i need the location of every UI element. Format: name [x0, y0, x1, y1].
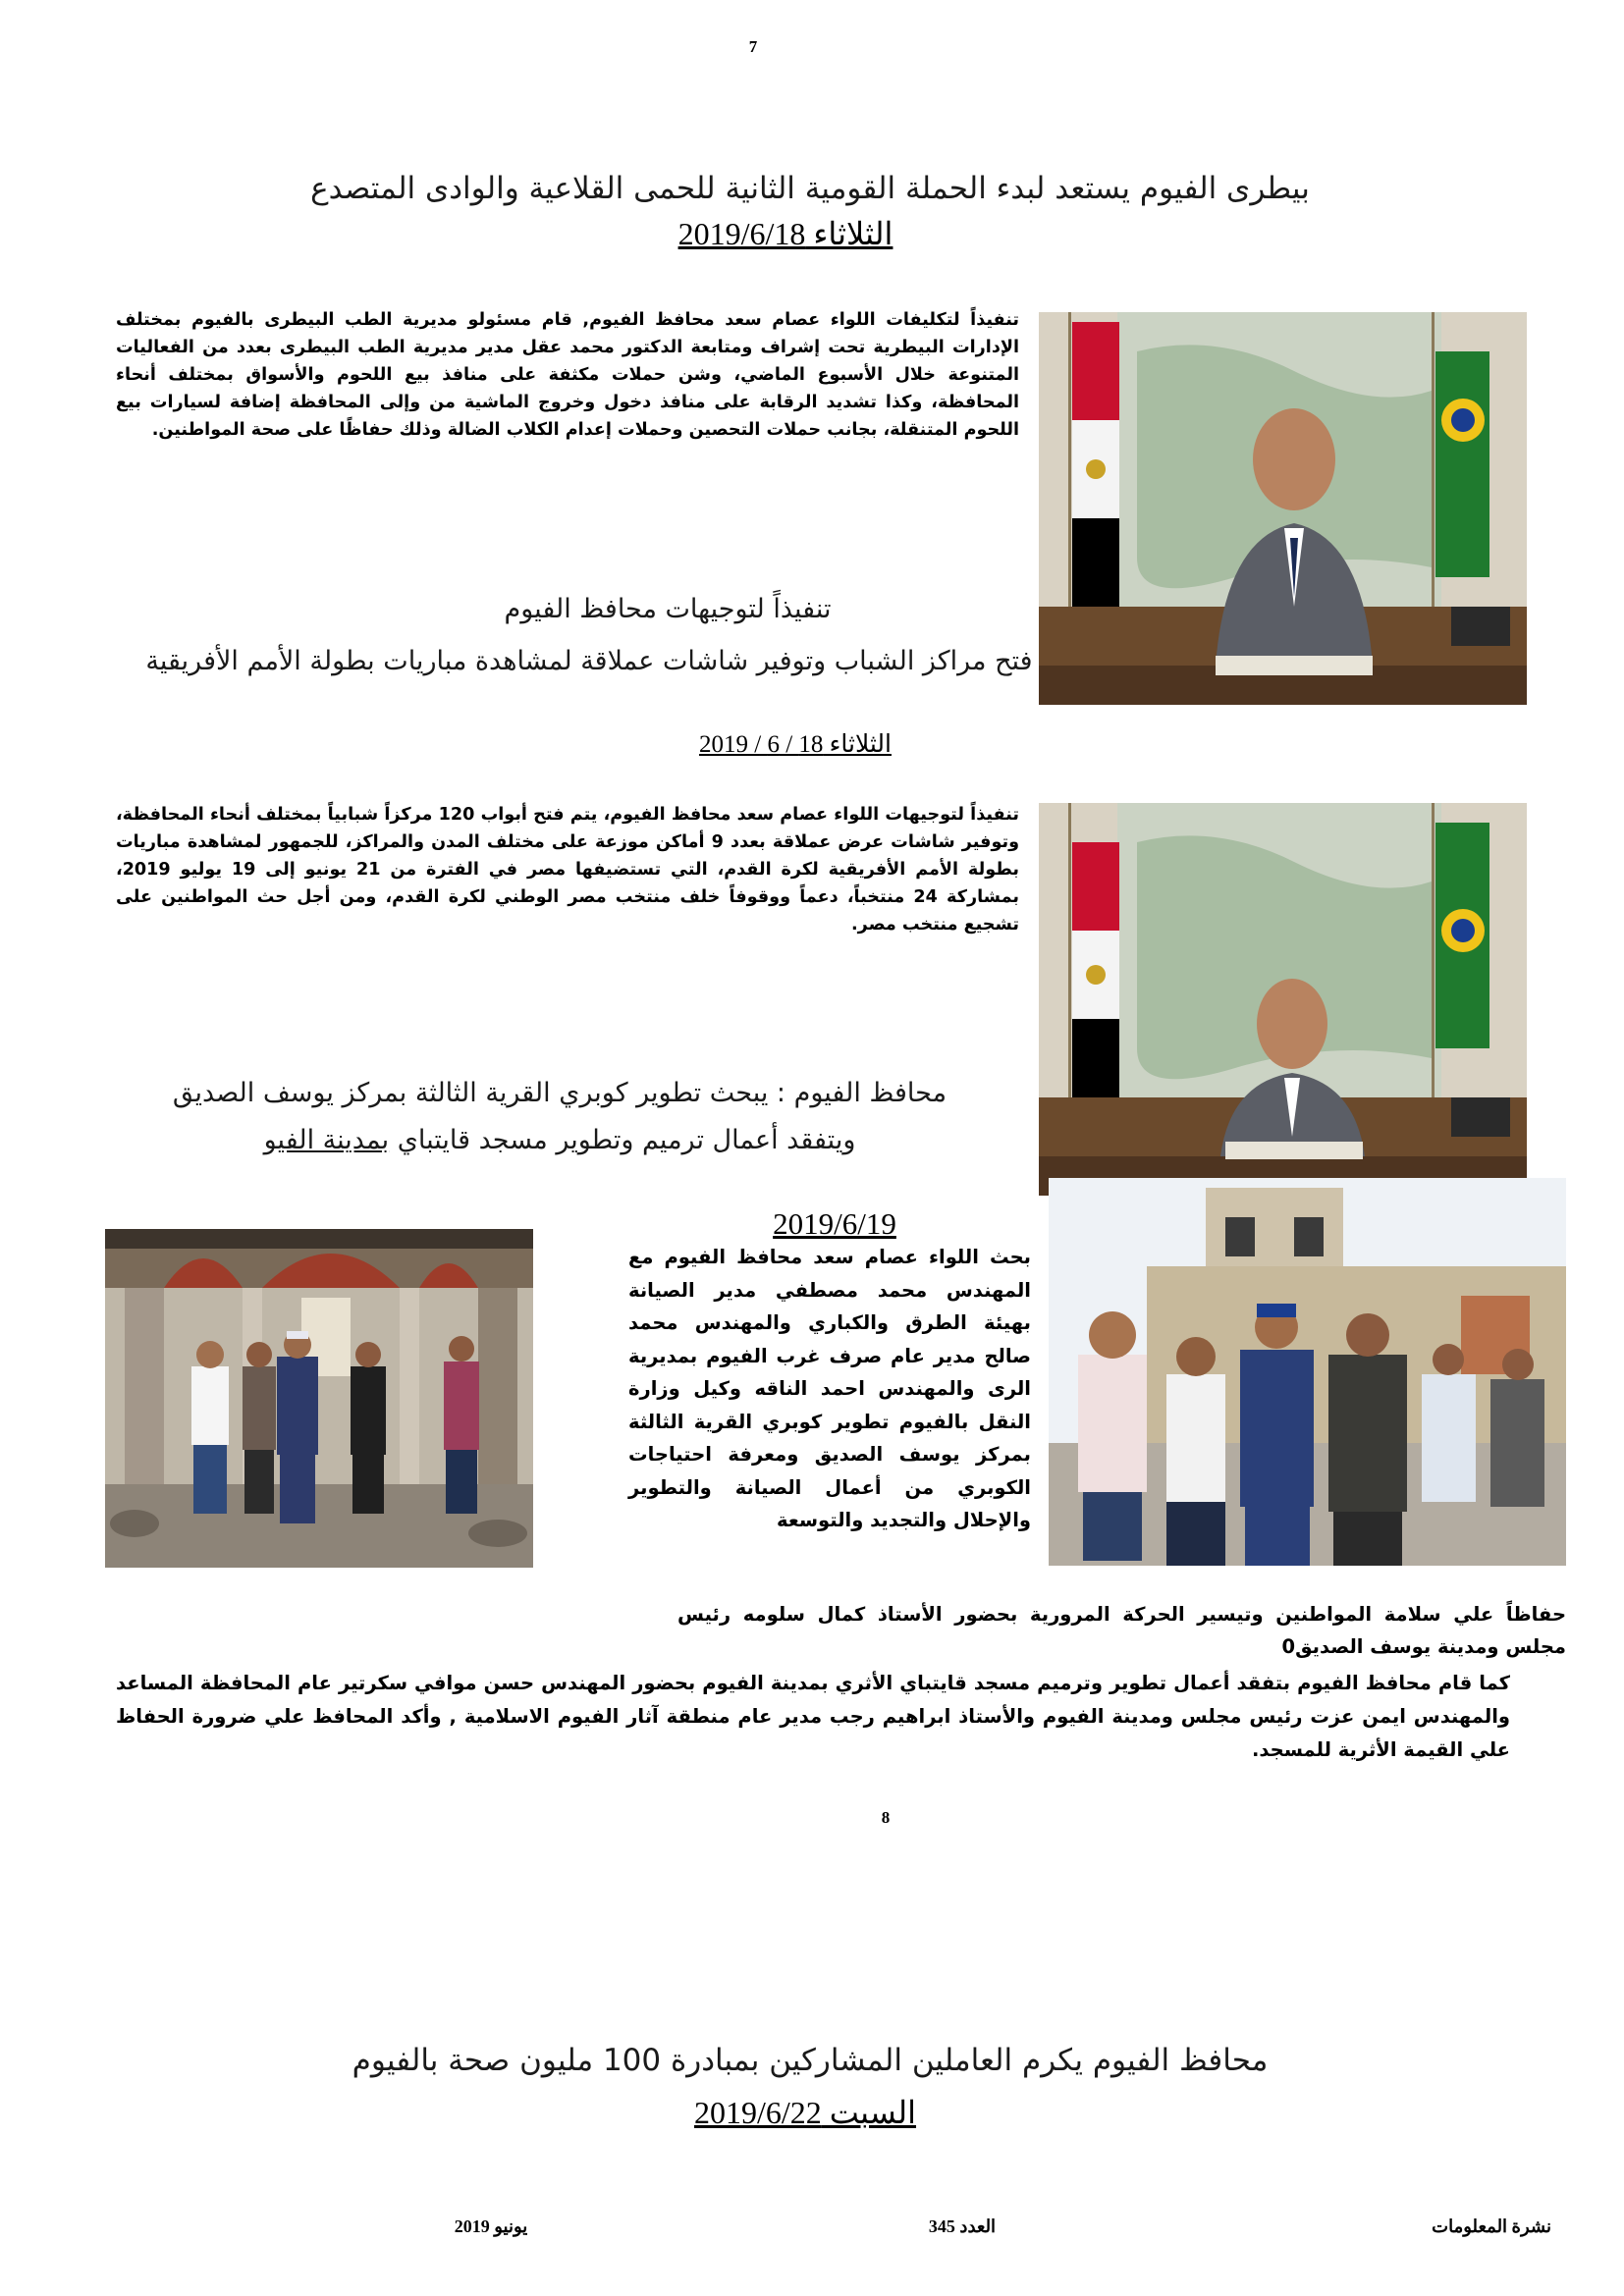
footer-month: يونيو 2019: [454, 2216, 528, 2236]
article3-date: 2019/6/19: [773, 1206, 896, 1241]
governor-office-photo-2: [1039, 803, 1527, 1196]
article2-date: الثلاثاء 18 / 6 / 2019: [698, 731, 892, 758]
article3-body-column: بحث اللواء عصام سعد محافظ الفيوم مع المهندس محمد مصطفي مدير الصيانة بهيئة الطرق والكباري والمهندس محمد صالح مدير عام صرف غرب الفيوم بمديرية الرى والمهندس احمد الناقه وكيل وزارة النقل بالفيوم تطوير كوبري القرية الثالثة بمركز يوسف الصديق ومعرفة احتياجات الكوبري من أعمال الصيانة والتطوير والإحلال والتجديد والتوسعة: [628, 1246, 1031, 1531]
article3-headline-city: بمدينة الفيو: [263, 1125, 390, 1155]
article4-headline: محافظ الفيوم يكرم العاملين المشاركين بمبادرة 100 مليون صحة بالفيوم: [352, 2043, 1269, 2078]
street-inspection-photo: [1049, 1178, 1566, 1566]
mosque-interior-photo: [105, 1229, 533, 1568]
article4-date: السبت 2019/6/22: [693, 2095, 917, 2130]
article3-headline-main: محافظ الفيوم : يبحث تطوير كوبري القرية الثالثة بمركز يوسف الصديق ويتفقد أعمال ترميم وتطوير مسجد قايتباي: [172, 1078, 947, 1155]
article2-body: تنفيذاً لتوجيهات اللواء عصام سعد محافظ الفيوم، يتم فتح أبواب 120 مركزاً شبابياً بمختلف أنحاء المحافظة، وتوفير شاشات عرض عملاقة بعدد 9 أماكن موزعة على مختلف المدن والمراكز، للجمهور لمشاهدة مباريات بطولة الأمم الأفريقية لكرة القدم، التي تستضيفها مصر في الفترة من 21 يونيو إلى 19 يوليو 2019، بمشاركة 24 منتخباً، دعماً ووقوفاً خلف منتخب مصر الوطني لكرة القدم، ومن أجل حث المواطنين على تشجيع منتخب مصر.: [116, 805, 1020, 934]
article2-headline-line1: تنفيذاً لتوجيهات محافظ الفيوم: [504, 594, 832, 624]
page-number-middle: 8: [881, 1808, 891, 1827]
footer-issue: العدد 345: [928, 2216, 997, 2236]
article3-body-paragraph: كما قام محافظ الفيوم بتفقد أعمال تطوير وترميم مسجد قايتباي الأثري بمدينة الفيوم بحضور المهندس حسن موافي سكرتير عام المحافظة المساعد والمهندس ايمن عزت رئيس مجلس ومدينة الفيوم والأستاذ ابراهيم رجب مدير عام منطقة آثار الفيوم الاسلامية , وأكد المحافظ علي ضرورة الحفاظ علي القيمة الأثرية للمسجد.: [116, 1672, 1510, 1761]
article3-headline: [157, 1070, 962, 1164]
article3-body-line: حفاظاً علي سلامة المواطنين وتيسير الحركة المرورية بحضور الأستاذ كمال سلومه رئيس مجلس ومدينة يوسف الصديق0: [677, 1603, 1566, 1658]
article2-headline-line2: فتح مراكز الشباب وتوفير شاشات عملاقة لمشاهدة مباريات بطولة الأمم الأفريقية: [145, 646, 1033, 676]
governor-office-photo-1: [1039, 312, 1527, 705]
page-number-top: 7: [748, 37, 758, 56]
article1-date: الثلاثاء 2019/6/18: [677, 216, 893, 251]
article1-headline: بيطرى الفيوم يستعد لبدء الحملة القومية الثانية للحمى القلاعية والوادى المتصدع: [310, 171, 1310, 206]
footer-publication: نشرة المعلومات: [1432, 2216, 1551, 2236]
article1-body: تنفيذاً لتكليفات اللواء عصام سعد محافظ الفيوم, قام مسئولو مديرية الطب البيطرى بالفيوم بمختلف الإدارات البيطرية تحت إشراف ومتابعة الدكتور محمد عقل مدير مديرية الطب البيطرى بعدد من الفعاليات المتنوعة خلال الأسبوع الماضي، وشن حملات مكثفة على منافذ بيع اللحوم والأسواق بمختلف أنحاء المحافظة، وكذا تشديد الرقابة على منافذ دخول وخروج الماشية من وإلى المحافظة إضافة لسيارات بيع اللحوم المتنقلة، بجانب حملات التحصين وحملات إعدام الكلاب الضالة وذلك حفاظًا على صحة المواطنين.: [116, 310, 1019, 440]
